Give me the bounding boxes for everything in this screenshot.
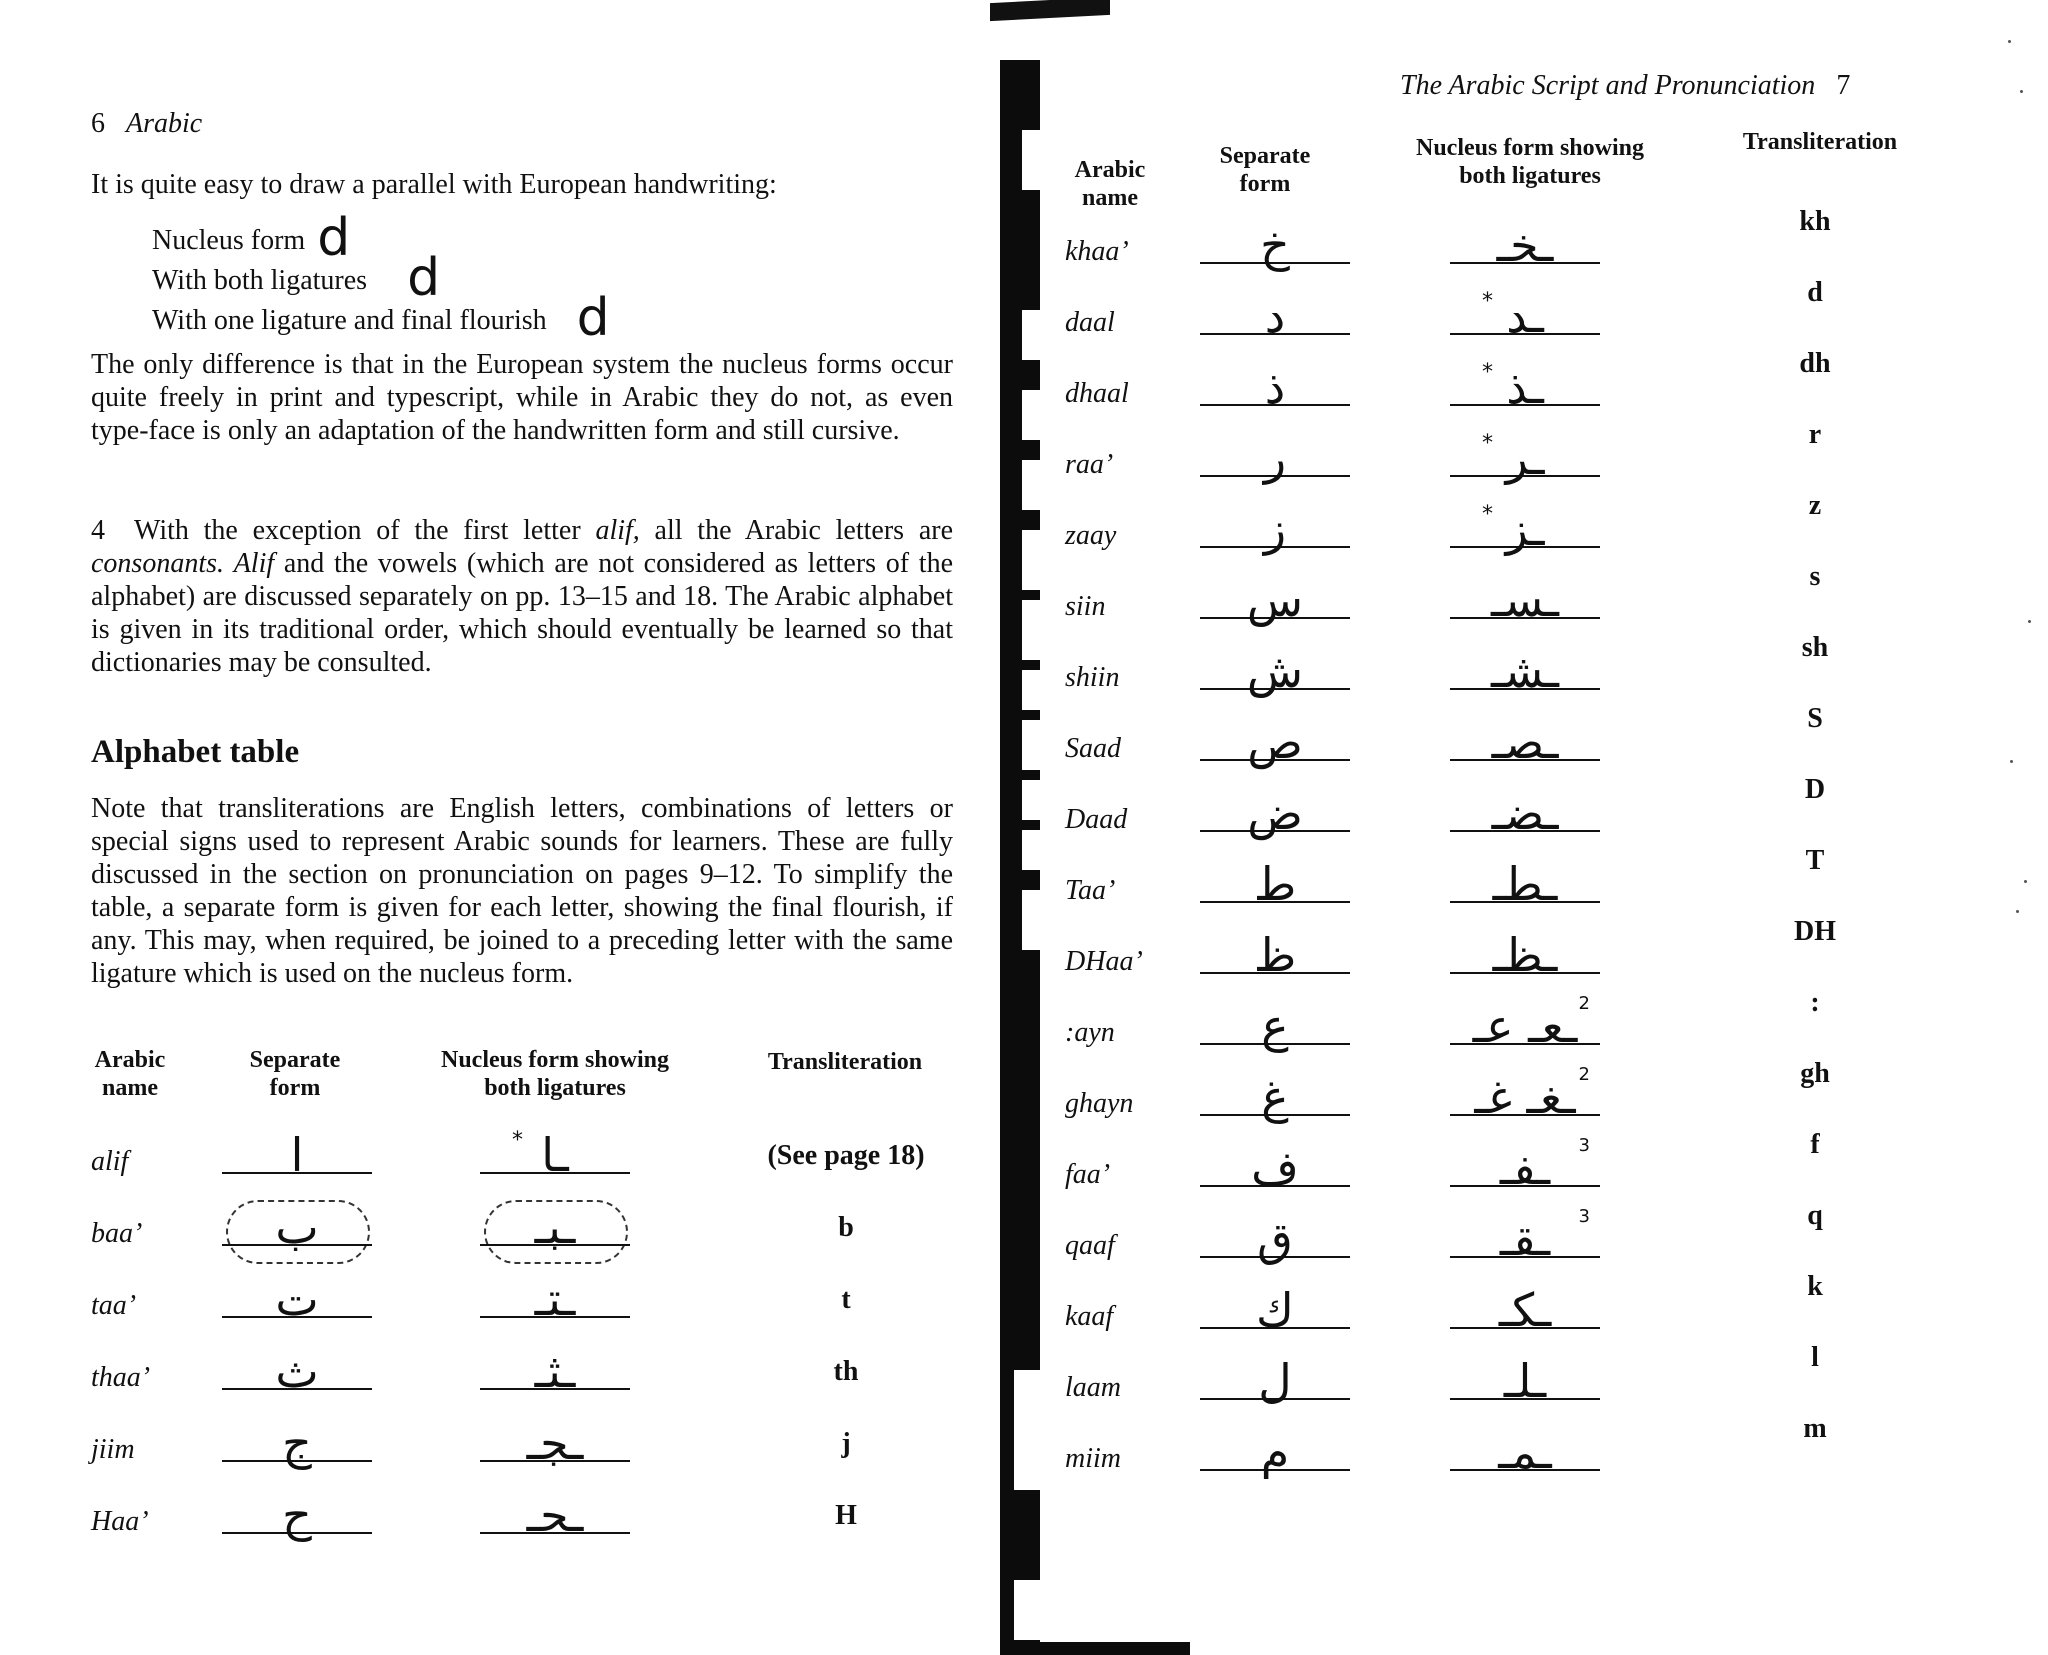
left-running-head: Arabic (126, 108, 203, 139)
letter-name: daal (1065, 307, 1115, 338)
header-arabic-name: Arabic name (94, 1047, 166, 1101)
nucleus-form-cell (480, 1126, 630, 1190)
nucleus-form-cell (1450, 358, 1600, 422)
arabic-glyph: س (1246, 573, 1304, 627)
letter-name: thaa’ (91, 1362, 151, 1393)
arabic-glyph: ـغـ غـ (1474, 1070, 1576, 1124)
example-label: With both ligatures (152, 265, 368, 296)
arabic-glyph: ـخـ (1496, 218, 1554, 272)
arabic-glyph: ـكـ (1498, 1283, 1552, 1337)
arabic-glyph: ـجـ (526, 1416, 584, 1470)
transliteration: DH (1794, 916, 1836, 947)
nucleus-form-cell (480, 1414, 630, 1478)
transliteration: H (835, 1500, 857, 1531)
header-transliteration: Transliteration (767, 1049, 923, 1075)
nucleus-form-cell (1450, 571, 1600, 635)
asterisk-mark: * (1482, 360, 1493, 385)
arabic-glyph: ت (275, 1272, 319, 1326)
separate-form-cell (1200, 429, 1350, 493)
example-nucleus (152, 208, 610, 268)
letter-name: raa’ (1065, 449, 1114, 480)
separate-form-cell (1200, 926, 1350, 990)
separate-form-cell (1200, 216, 1350, 280)
separate-form-cell (1200, 1423, 1350, 1487)
nucleus-form-cell (480, 1342, 630, 1406)
example-label: Nucleus form (152, 225, 306, 256)
separate-form-cell (222, 1342, 372, 1406)
letter-name: baa’ (91, 1218, 143, 1249)
nucleus-form-cell (1450, 1352, 1600, 1416)
separate-form-cell (1200, 1139, 1350, 1203)
arabic-glyph: ـبـ (534, 1200, 576, 1254)
transliteration: th (833, 1356, 859, 1387)
example-label: With one ligature and final flourish (152, 305, 547, 336)
paragraph-4 (91, 514, 953, 679)
transliteration: S (1807, 703, 1823, 734)
example-both-ligatures (152, 248, 610, 308)
transliteration: (See page 18) (767, 1140, 925, 1171)
transliteration: d (1807, 277, 1823, 308)
header-transliteration: Transliteration (1742, 129, 1898, 155)
left-page-header (91, 108, 202, 140)
asterisk-mark: * (512, 1128, 523, 1153)
nucleus-form-cell (1450, 500, 1600, 564)
scan-noise (1998, 0, 2038, 1655)
letter-name: zaay (1065, 520, 1117, 551)
separate-form-cell (1200, 784, 1350, 848)
para4-consonants: consonants. (91, 548, 224, 579)
letter-name: faa’ (1065, 1159, 1111, 1190)
transliteration: sh (1801, 632, 1829, 663)
transliteration: r (1808, 419, 1822, 450)
letter-name: laam (1065, 1372, 1121, 1403)
arabic-glyph: ش (1246, 644, 1304, 698)
nucleus-form-cell (1450, 429, 1600, 493)
letter-name: :ayn (1065, 1017, 1115, 1048)
nucleus-form-cell (480, 1270, 630, 1334)
separate-form-cell (1200, 1352, 1350, 1416)
separate-form-cell (222, 1414, 372, 1478)
header-arabic-name: Arabic name (1074, 157, 1146, 211)
separate-form-cell (1200, 1210, 1350, 1274)
difference-paragraph: The only difference is that in the European system the nucleus forms occur quite freely in print and typescript, while in Arabic they do not, as even type-face is only an adaptation of the handwritten form and still cursive. (91, 349, 953, 446)
arabic-glyph: ـتـ (534, 1272, 576, 1326)
separate-form-cell (1200, 1068, 1350, 1132)
arabic-glyph: م (1260, 1425, 1290, 1479)
nucleus-form-cell (1450, 713, 1600, 777)
left-page-number: 6 (91, 108, 105, 139)
arabic-glyph: ـذ (1506, 360, 1544, 414)
asterisk-mark: * (1482, 289, 1493, 314)
nucleus-form-cell (1450, 855, 1600, 919)
arabic-glyph: ب (275, 1200, 319, 1254)
arabic-glyph: ث (275, 1344, 319, 1398)
arabic-glyph: ـا (541, 1128, 569, 1182)
arabic-glyph: ـضـ (1491, 786, 1559, 840)
arabic-glyph: ـصـ (1491, 715, 1559, 769)
arabic-glyph: د (1264, 289, 1286, 343)
arabic-glyph: ـر (1505, 431, 1545, 485)
nucleus-form-cell (1450, 1064, 1600, 1132)
paragraph-number: 4 (91, 515, 105, 546)
letter-name: khaa’ (1065, 236, 1129, 267)
section-title: Alphabet table (91, 734, 300, 770)
letter-name: miim (1065, 1443, 1121, 1474)
arabic-glyph: ق (1257, 1212, 1293, 1266)
transliteration: D (1804, 774, 1826, 805)
transliteration: m (1803, 1413, 1827, 1444)
right-page (1000, 0, 2048, 1655)
arabic-glyph: ـقـ (1499, 1212, 1551, 1266)
arabic-glyph: ـثـ (534, 1344, 576, 1398)
arabic-glyph: ـعـ عـ (1472, 999, 1578, 1053)
arabic-glyph: ـطـ (1492, 857, 1558, 911)
footnote-number: 3 (1578, 1206, 1590, 1227)
letter-name: Haa’ (91, 1506, 149, 1537)
arabic-glyph: ز (1263, 502, 1287, 556)
separate-form-cell (222, 1198, 372, 1262)
nucleus-form-cell (1450, 1423, 1600, 1487)
letter-name: siin (1065, 591, 1106, 622)
nucleus-form-cell (1450, 216, 1600, 280)
header-separate-form: Separate form (1219, 143, 1311, 197)
arabic-glyph: ـظـ (1492, 928, 1558, 982)
arabic-glyph: ا (290, 1128, 304, 1182)
arabic-glyph: ع (1261, 999, 1289, 1053)
right-page-number: 7 (1836, 70, 1851, 101)
transliteration: t (841, 1284, 851, 1315)
arabic-glyph: ـسـ (1491, 573, 1559, 627)
header-separate-form: Separate form (249, 1047, 341, 1101)
nucleus-form-cell (1450, 642, 1600, 706)
separate-form-cell (222, 1270, 372, 1334)
letter-name: taa’ (91, 1290, 137, 1321)
para4-alif2: Alif (233, 548, 275, 579)
intro-text: It is quite easy to draw a parallel with European handwriting: (91, 169, 777, 200)
transliteration: s (1809, 561, 1821, 592)
transliteration: q (1807, 1200, 1823, 1231)
arabic-glyph: ط (1253, 857, 1297, 911)
header-nucleus-form: Nucleus form showing both ligatures (1415, 135, 1644, 189)
letter-name: Saad (1065, 733, 1121, 764)
right-page-header (1400, 70, 1850, 102)
arabic-glyph: ص (1247, 715, 1303, 769)
arabic-glyph: ـفـ (1499, 1141, 1551, 1195)
note-paragraph: Note that transliterations are English letters, combinations of letters or special signs used to represent Arabic sounds for learners. These are fully discussed in the section on pronunciation on pages 9–12. To simplify the table, a separate form is given for each letter, showing the final flourish, if any. This may, when required, be joined to a preceding letter with the same ligature which is used on the nucleus form. (91, 793, 953, 989)
nucleus-form-cell (1450, 1206, 1600, 1274)
transliteration: l (1811, 1342, 1819, 1373)
transliteration: kh (1799, 206, 1831, 237)
separate-form-cell (1200, 500, 1350, 564)
para4-text-a: With the exception of the first letter (134, 515, 596, 546)
nucleus-form-cell (1450, 287, 1600, 351)
arabic-glyph: ر (1263, 431, 1287, 485)
transliteration: : (1810, 987, 1820, 1018)
para4-alif: alif, (595, 515, 640, 546)
handwriting-examples (152, 208, 610, 348)
arabic-glyph: غ (1261, 1070, 1289, 1124)
letter-name: jiim (91, 1434, 135, 1465)
arabic-glyph: خ (1260, 218, 1290, 272)
arabic-glyph: ض (1247, 786, 1303, 840)
separate-form-cell (222, 1126, 372, 1190)
separate-form-cell (1200, 1281, 1350, 1345)
arabic-glyph: ك (1256, 1283, 1294, 1337)
separate-form-cell (1200, 571, 1350, 635)
footnote-number: 3 (1578, 1135, 1590, 1156)
nucleus-form-cell (1450, 1135, 1600, 1203)
para4-text-c: and the vowels (which are not considered as letters of the alphabet) are discussed separately on pp. 13–15 and 18. The Arabic alphabet is given in its traditional order, which should eventually be learned so that dictionaries may be consulted. (91, 548, 953, 678)
transliteration: j (841, 1428, 851, 1459)
arabic-glyph: ل (1258, 1354, 1292, 1408)
footnote-number: 2 (1578, 1064, 1590, 1085)
arabic-glyph: ذ (1264, 360, 1286, 414)
arabic-glyph: ـد (1506, 289, 1544, 343)
letter-name: Daad (1065, 804, 1128, 835)
separate-form-cell (1200, 642, 1350, 706)
letter-name: shiin (1065, 662, 1120, 693)
right-running-head: The Arabic Script and Pronunciation (1400, 70, 1816, 101)
arabic-glyph: ـلـ (1503, 1354, 1547, 1408)
arabic-glyph: ـز (1505, 502, 1545, 556)
left-page (0, 0, 1000, 1655)
example-glyph: d (407, 248, 441, 308)
arabic-glyph: ـحـ (526, 1488, 584, 1542)
transliteration: T (1805, 845, 1825, 876)
example-glyph: d (576, 288, 610, 348)
transliteration: z (1808, 490, 1822, 521)
transliteration: gh (1800, 1058, 1830, 1089)
separate-form-cell (1200, 287, 1350, 351)
nucleus-form-cell (480, 1486, 630, 1550)
arabic-glyph: ح (282, 1488, 312, 1542)
separate-form-cell (222, 1486, 372, 1550)
footnote-number: 2 (1578, 993, 1590, 1014)
nucleus-form-cell (1450, 926, 1600, 990)
arabic-glyph: ظ (1253, 928, 1297, 982)
letter-name: Taa’ (1065, 875, 1116, 906)
header-nucleus-form: Nucleus form showing both ligatures (440, 1047, 669, 1101)
transliteration: dh (1799, 348, 1831, 379)
separate-form-cell (1200, 358, 1350, 422)
arabic-glyph: ـشـ (1491, 644, 1559, 698)
transliteration: k (1807, 1271, 1823, 1302)
nucleus-form-cell (1450, 1281, 1600, 1345)
nucleus-form-cell (480, 1198, 630, 1262)
arabic-glyph: ف (1251, 1141, 1299, 1195)
separate-form-cell (1200, 855, 1350, 919)
letter-name: dhaal (1065, 378, 1129, 409)
transliteration: b (838, 1212, 854, 1243)
arabic-glyph: ـمـ (1498, 1425, 1552, 1479)
example-one-ligature (152, 288, 610, 348)
asterisk-mark: * (1482, 502, 1493, 527)
letter-name: qaaf (1065, 1230, 1115, 1261)
nucleus-form-cell (1450, 993, 1600, 1061)
letter-name: DHaa’ (1065, 946, 1143, 977)
nucleus-form-cell (1450, 784, 1600, 848)
para4-text-b: all the Arabic letters are (639, 515, 954, 546)
letter-name: ghayn (1065, 1088, 1134, 1119)
letter-name: kaaf (1065, 1301, 1114, 1332)
asterisk-mark: * (1482, 431, 1493, 456)
letter-name: alif (91, 1146, 129, 1177)
separate-form-cell (1200, 713, 1350, 777)
separate-form-cell (1200, 997, 1350, 1061)
transliteration: f (1810, 1129, 1820, 1160)
arabic-glyph: ج (282, 1416, 312, 1470)
example-glyph: d (317, 208, 351, 268)
